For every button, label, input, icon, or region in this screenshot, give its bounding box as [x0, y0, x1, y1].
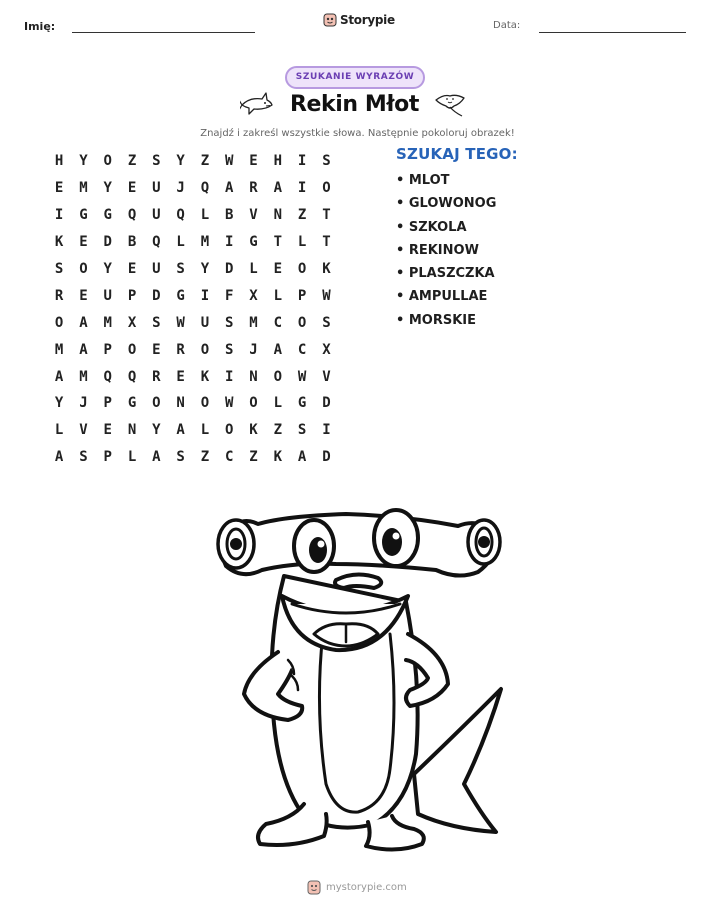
- grid-letter: E: [127, 261, 137, 277]
- grid-letter: L: [273, 395, 283, 412]
- grid-letter: S: [322, 153, 331, 170]
- word-list-item: • MORSKIE: [396, 312, 476, 328]
- grid-letter: I: [322, 422, 331, 439]
- word-search-grid: [47, 148, 339, 471]
- grid-letter: G: [176, 287, 185, 304]
- date-line: [539, 32, 686, 33]
- date-label: Data:: [493, 20, 521, 31]
- grid-letter: D: [103, 234, 112, 251]
- grid-letter: Z: [200, 153, 210, 170]
- grid-letter: I: [297, 180, 307, 197]
- grid-row: [47, 309, 339, 336]
- grid-letter: R: [176, 341, 185, 358]
- grid-letter: Y: [200, 261, 210, 277]
- grid-letter: K: [322, 261, 331, 277]
- grid-letter: X: [322, 341, 331, 358]
- grid-letter: Z: [249, 449, 258, 466]
- grid-row: [47, 363, 339, 390]
- grid-letter: W: [225, 395, 234, 412]
- grid-letter: H: [273, 153, 283, 170]
- grid-letter: O: [54, 314, 64, 331]
- grid-letter: M: [79, 180, 88, 197]
- word-list-item: • GLOWONOG: [396, 196, 497, 212]
- brand-name: Storypie: [340, 13, 395, 27]
- grid-letter: K: [54, 234, 64, 251]
- grid-letter: E: [176, 368, 185, 385]
- grid-letter: U: [152, 261, 161, 277]
- grid-letter: S: [152, 153, 161, 170]
- grid-letter: Q: [200, 180, 210, 197]
- grid-letter: L: [273, 287, 283, 304]
- grid-letter: M: [200, 234, 210, 251]
- grid-letter: W: [225, 153, 234, 170]
- grid-row: [47, 175, 339, 202]
- grid-letter: L: [127, 449, 137, 466]
- word-list: [396, 145, 518, 336]
- grid-letter: Q: [176, 207, 185, 224]
- grid-row: [47, 417, 339, 444]
- grid-letter: E: [152, 341, 161, 358]
- grid-letter: L: [176, 234, 185, 251]
- grid-letter: Z: [297, 207, 307, 224]
- grid-letter: A: [79, 314, 88, 331]
- grid-letter: O: [200, 395, 210, 412]
- grid-row: [47, 148, 339, 175]
- grid-letter: D: [322, 449, 331, 466]
- grid-row: [47, 444, 339, 471]
- grid-letter: M: [249, 314, 258, 331]
- word-list-item: • AMPULLAE: [396, 289, 488, 305]
- grid-letter: E: [54, 180, 64, 197]
- grid-letter: W: [176, 314, 185, 331]
- grid-letter: S: [176, 449, 185, 466]
- brand: [323, 13, 395, 27]
- grid-letter: H: [54, 153, 64, 170]
- grid-letter: Y: [152, 422, 161, 439]
- grid-letter: N: [127, 422, 137, 439]
- grid-letter: C: [273, 314, 283, 331]
- grid-letter: T: [322, 234, 331, 251]
- grid-letter: B: [127, 234, 137, 251]
- grid-letter: O: [79, 261, 88, 277]
- word-list-item: • REKINOW: [396, 242, 479, 258]
- grid-letter: L: [249, 261, 258, 277]
- grid-letter: A: [54, 449, 64, 466]
- grid-letter: J: [176, 180, 185, 197]
- grid-letter: Z: [127, 153, 137, 170]
- grid-letter: D: [322, 395, 331, 412]
- storypie-logo-icon: [323, 13, 337, 27]
- name-label: Imię:: [24, 20, 56, 33]
- grid-letter: R: [54, 287, 64, 304]
- grid-letter: O: [225, 422, 234, 439]
- grid-letter: A: [273, 180, 283, 197]
- grid-letter: O: [297, 314, 307, 331]
- grid-row: [47, 229, 339, 256]
- grid-letter: A: [297, 449, 307, 466]
- word-list-title: SZUKAJ TEGO:: [396, 145, 518, 163]
- grid-letter: E: [79, 287, 88, 304]
- grid-letter: A: [79, 341, 88, 358]
- grid-letter: M: [103, 314, 112, 331]
- grid-letter: O: [249, 395, 258, 412]
- grid-letter: L: [297, 234, 307, 251]
- grid-letter: I: [225, 234, 234, 251]
- grid-letter: O: [273, 368, 283, 385]
- grid-letter: Q: [127, 368, 137, 385]
- grid-letter: Y: [79, 153, 88, 170]
- grid-letter: J: [249, 341, 258, 358]
- grid-letter: G: [79, 207, 88, 224]
- grid-row: [47, 256, 339, 283]
- grid-letter: C: [225, 449, 234, 466]
- footer-url: mystorypie.com: [326, 882, 407, 893]
- grid-letter: C: [297, 341, 307, 358]
- grid-letter: U: [200, 314, 210, 331]
- grid-letter: Y: [103, 180, 112, 197]
- grid-letter: D: [152, 287, 161, 304]
- grid-letter: P: [103, 449, 112, 466]
- grid-letter: G: [127, 395, 137, 412]
- grid-letter: U: [103, 287, 112, 304]
- grid-letter: V: [79, 422, 88, 439]
- grid-letter: A: [152, 449, 161, 466]
- grid-letter: U: [152, 180, 161, 197]
- grid-letter: S: [225, 341, 234, 358]
- grid-letter: K: [249, 422, 258, 439]
- grid-letter: R: [249, 180, 258, 197]
- grid-letter: J: [79, 395, 88, 412]
- grid-letter: U: [152, 207, 161, 224]
- grid-letter: T: [273, 234, 283, 251]
- footer: [307, 880, 407, 895]
- name-line: [72, 32, 255, 33]
- storypie-logo-icon: [307, 880, 321, 895]
- grid-letter: S: [176, 261, 185, 277]
- grid-letter: I: [54, 207, 64, 224]
- word-list-item: • PLASZCZKA: [396, 266, 495, 282]
- word-list-item: • MLOT: [396, 173, 450, 188]
- grid-letter: N: [249, 368, 258, 385]
- grid-row: [47, 336, 339, 363]
- grid-letter: O: [152, 395, 161, 412]
- grid-letter: A: [176, 422, 185, 439]
- grid-row: [47, 390, 339, 417]
- grid-letter: S: [152, 314, 161, 331]
- grid-letter: A: [225, 180, 234, 197]
- grid-letter: F: [225, 287, 234, 304]
- grid-letter: N: [273, 207, 283, 224]
- grid-letter: A: [273, 341, 283, 358]
- word-list-item: • SZKOLA: [396, 219, 467, 235]
- grid-letter: L: [200, 422, 210, 439]
- grid-letter: P: [103, 395, 112, 412]
- stingray-icon: [432, 90, 468, 118]
- grid-letter: P: [297, 287, 307, 304]
- grid-letter: W: [297, 368, 307, 385]
- grid-letter: D: [225, 261, 234, 277]
- grid-letter: G: [297, 395, 307, 412]
- grid-letter: E: [127, 180, 137, 197]
- grid-letter: I: [297, 153, 307, 170]
- grid-letter: Y: [176, 153, 185, 170]
- grid-letter: M: [79, 368, 88, 385]
- grid-letter: P: [103, 341, 112, 358]
- page-title: Rekin Młot: [289, 92, 420, 117]
- grid-letter: S: [297, 422, 307, 439]
- grid-letter: A: [54, 368, 64, 385]
- grid-row: [47, 282, 339, 309]
- grid-letter: L: [54, 422, 64, 439]
- grid-letter: Y: [54, 395, 64, 412]
- grid-letter: V: [322, 368, 331, 385]
- instructions: Znajdź i zakreśl wszystkie słowa. Następnie pokoloruj obrazek!: [200, 128, 515, 139]
- grid-letter: I: [200, 287, 210, 304]
- grid-letter: E: [103, 422, 112, 439]
- grid-letter: X: [127, 314, 137, 331]
- grid-letter: S: [79, 449, 88, 466]
- grid-letter: S: [322, 314, 331, 331]
- grid-letter: O: [322, 180, 331, 197]
- grid-letter: O: [103, 153, 112, 170]
- grid-letter: P: [127, 287, 137, 304]
- grid-letter: K: [200, 368, 210, 385]
- category-badge: SZUKANIE WYRAZÓW: [285, 66, 425, 89]
- grid-letter: O: [297, 261, 307, 277]
- grid-letter: K: [273, 449, 283, 466]
- grid-letter: S: [54, 261, 64, 277]
- grid-letter: S: [225, 314, 234, 331]
- grid-letter: O: [127, 341, 137, 358]
- grid-letter: Z: [200, 449, 210, 466]
- grid-letter: M: [54, 341, 64, 358]
- grid-letter: I: [225, 368, 234, 385]
- grid-letter: V: [249, 207, 258, 224]
- grid-letter: L: [200, 207, 210, 224]
- grid-letter: Y: [103, 261, 112, 277]
- grid-letter: Z: [273, 422, 283, 439]
- grid-row: [47, 202, 339, 229]
- grid-letter: E: [249, 153, 258, 170]
- hammerhead-shark-illustration: [196, 484, 516, 864]
- grid-letter: O: [200, 341, 210, 358]
- grid-letter: T: [322, 207, 331, 224]
- grid-letter: B: [225, 207, 234, 224]
- grid-letter: X: [249, 287, 258, 304]
- grid-letter: G: [103, 207, 112, 224]
- grid-letter: W: [322, 287, 331, 304]
- grid-letter: Q: [103, 368, 112, 385]
- grid-letter: E: [79, 234, 88, 251]
- grid-letter: Q: [152, 234, 161, 251]
- grid-letter: Q: [127, 207, 137, 224]
- grid-letter: G: [249, 234, 258, 251]
- grid-letter: E: [273, 261, 283, 277]
- grid-letter: N: [176, 395, 185, 412]
- grid-letter: R: [152, 368, 161, 385]
